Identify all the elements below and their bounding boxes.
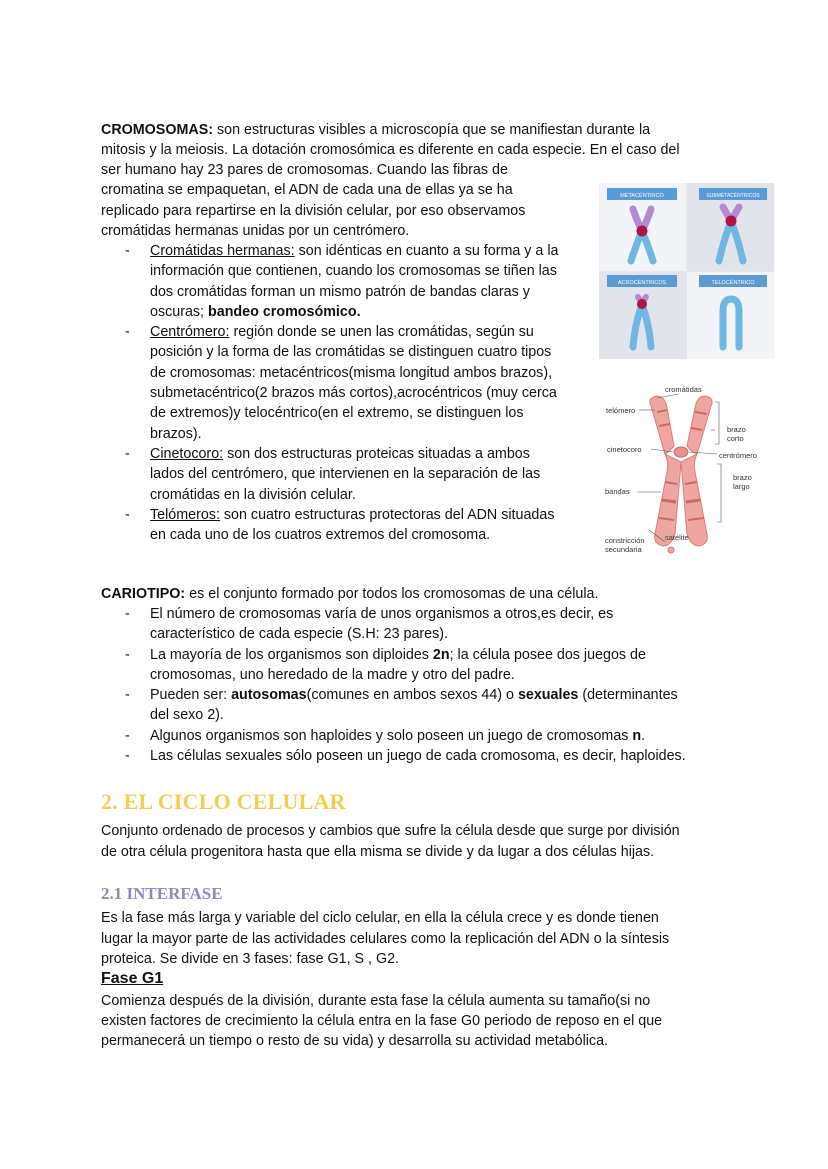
label-telocentrico: TELOCÉNTRICO	[711, 280, 755, 286]
section-heading-ciclo-celular: 2. EL CICLO CELULAR	[101, 789, 346, 814]
cromosomas-line-4: cromatina se empaquetan, el ADN de cada una de ellas ya se ha	[101, 182, 513, 198]
list-item: - Algunos organismos son haploides y solo poseen un juego de cromosomas n.	[101, 726, 761, 746]
cromosomas-term: CROMOSOMAS:	[101, 122, 213, 138]
cromosomas-list	[101, 241, 601, 545]
label-brazo-corto-2: corto	[727, 434, 744, 443]
list-item: - El número de cromosomas varía de unos organismos a otros,es decir, es característico de cada especie (S.H: 23 pares).	[101, 604, 761, 645]
interfase-line-2: lugar la mayor parte de las actividades celulares como la replicación del ADN o la síntesis	[101, 931, 670, 947]
subheading-fase-g1: Fase G1	[101, 970, 164, 987]
list-item: - Pueden ser: autosomas(comunes en ambos sexos 44) o sexuales (determinantes del sexo 2).	[101, 685, 761, 726]
label-brazo-largo-1: brazo	[733, 473, 752, 482]
list-item-cinetocoro: - Cinetocoro: son dos estructuras proteicas situadas a ambos lados del centrómero, que intervienen en la separación de las cromátidas en la división celular.	[101, 444, 601, 505]
cromosomas-line-2: mitosis y la meiosis. La dotación cromosómica es diferente en cada especie. En el caso del	[101, 142, 680, 158]
label-bandas: bandas	[605, 487, 630, 496]
cromosomas-line-5: replicado para repartirse en la división celular, por eso observamos	[101, 203, 526, 219]
cariotipo-term: CARIOTIPO:	[101, 586, 186, 602]
cromosomas-line-6: cromátidas hermanas unidas por un centrómero.	[101, 223, 410, 239]
label-constriccion-1: constricción	[605, 536, 645, 545]
label-submetacentricos: SUBMETACÉNTRICOS	[706, 193, 760, 199]
list-item-cromatidas: - Cromátidas hermanas: son idénticas en cuanto a su forma y a la información que contienen, cuando los cromosomas se tiñen las dos cromátidas forman un mismo patrón de bandas claras y oscuras; bandeo cromosómico.	[101, 241, 601, 322]
chromosome-parts-figure	[599, 382, 769, 562]
cariotipo-intro: CARIOTIPO: es el conjunto formado por todos los cromosomas de una célula.	[101, 586, 599, 602]
fase-g1-line-1: Comienza después de la división, durante esta fase la célula aumenta su tamaño(si no	[101, 993, 651, 1009]
interfase-line-1: Es la fase más larga y variable del ciclo celular, en ella la célula crece y es donde tienen	[101, 910, 659, 926]
label-metacentrico: METACÉNTRICO	[620, 193, 664, 199]
chromosome-types-figure	[599, 183, 774, 359]
label-acrocentricos: ACROCÉNTRICOS	[617, 280, 667, 286]
interfase-line-3: proteica. Se divide en 3 fases: fase G1, S , G2.	[101, 951, 400, 967]
list-item-centromero: - Centrómero: región donde se unen las cromátidas, según su posición y la forma de las cromátidas se distinguen cuatro tipos de cromosomas: metacéntricos(misma longitud ambos brazos), submetacéntrico(2 brazos más cortos),acrocéntricos (muy cerca de extremos)y telocéntrico(en el extremo, se distinguen los brazos).	[101, 322, 601, 444]
ciclo-line-1: Conjunto ordenado de procesos y cambios que sufre la célula desde que surge por división	[101, 823, 680, 839]
cromosomas-line-3: ser humano hay 23 pares de cromosomas. Cuando las fibras de	[101, 162, 508, 178]
section-heading-interfase: 2.1 INTERFASE	[101, 884, 223, 903]
label-constriccion-2: secundaria	[605, 545, 642, 554]
label-brazo-corto-1: brazo	[727, 425, 746, 434]
list-item-telomeros: - Telómeros: son cuatro estructuras protectoras del ADN situadas en cada uno de los cuatros extremos del cromosoma.	[101, 505, 601, 546]
list-item: - Las células sexuales sólo poseen un juego de cada cromosoma, es decir, haploides.	[101, 746, 761, 766]
ciclo-line-2: de otra célula progenitora hasta que ella misma se divide y da lugar a dos células hijas.	[101, 844, 655, 860]
cromosomas-line-1: CROMOSOMAS: son estructuras visibles a microscopía que se manifiestan durante la	[101, 122, 651, 138]
list-item: - La mayoría de los organismos son diploides 2n; la célula posee dos juegos de cromosomas, uno heredado de la madre y otro del padre.	[101, 645, 761, 686]
label-cromatidas: cromátidas	[665, 385, 702, 394]
cariotipo-list	[101, 604, 761, 766]
label-satelite: satélite	[665, 533, 689, 542]
label-brazo-largo-2: largo	[733, 482, 750, 491]
fase-g1-line-3: permanecerá un tiempo o resto de su vida) y desarrolla su actividad metabólica.	[101, 1033, 609, 1049]
label-cinetocoro: cinetocoro	[607, 445, 642, 454]
label-centromero: centrómero	[719, 451, 757, 460]
label-telomero: telómero	[606, 406, 636, 415]
fase-g1-line-2: existen factores de crecimiento la célula entra en la fase G0 periodo de reposo en el que	[101, 1013, 663, 1029]
